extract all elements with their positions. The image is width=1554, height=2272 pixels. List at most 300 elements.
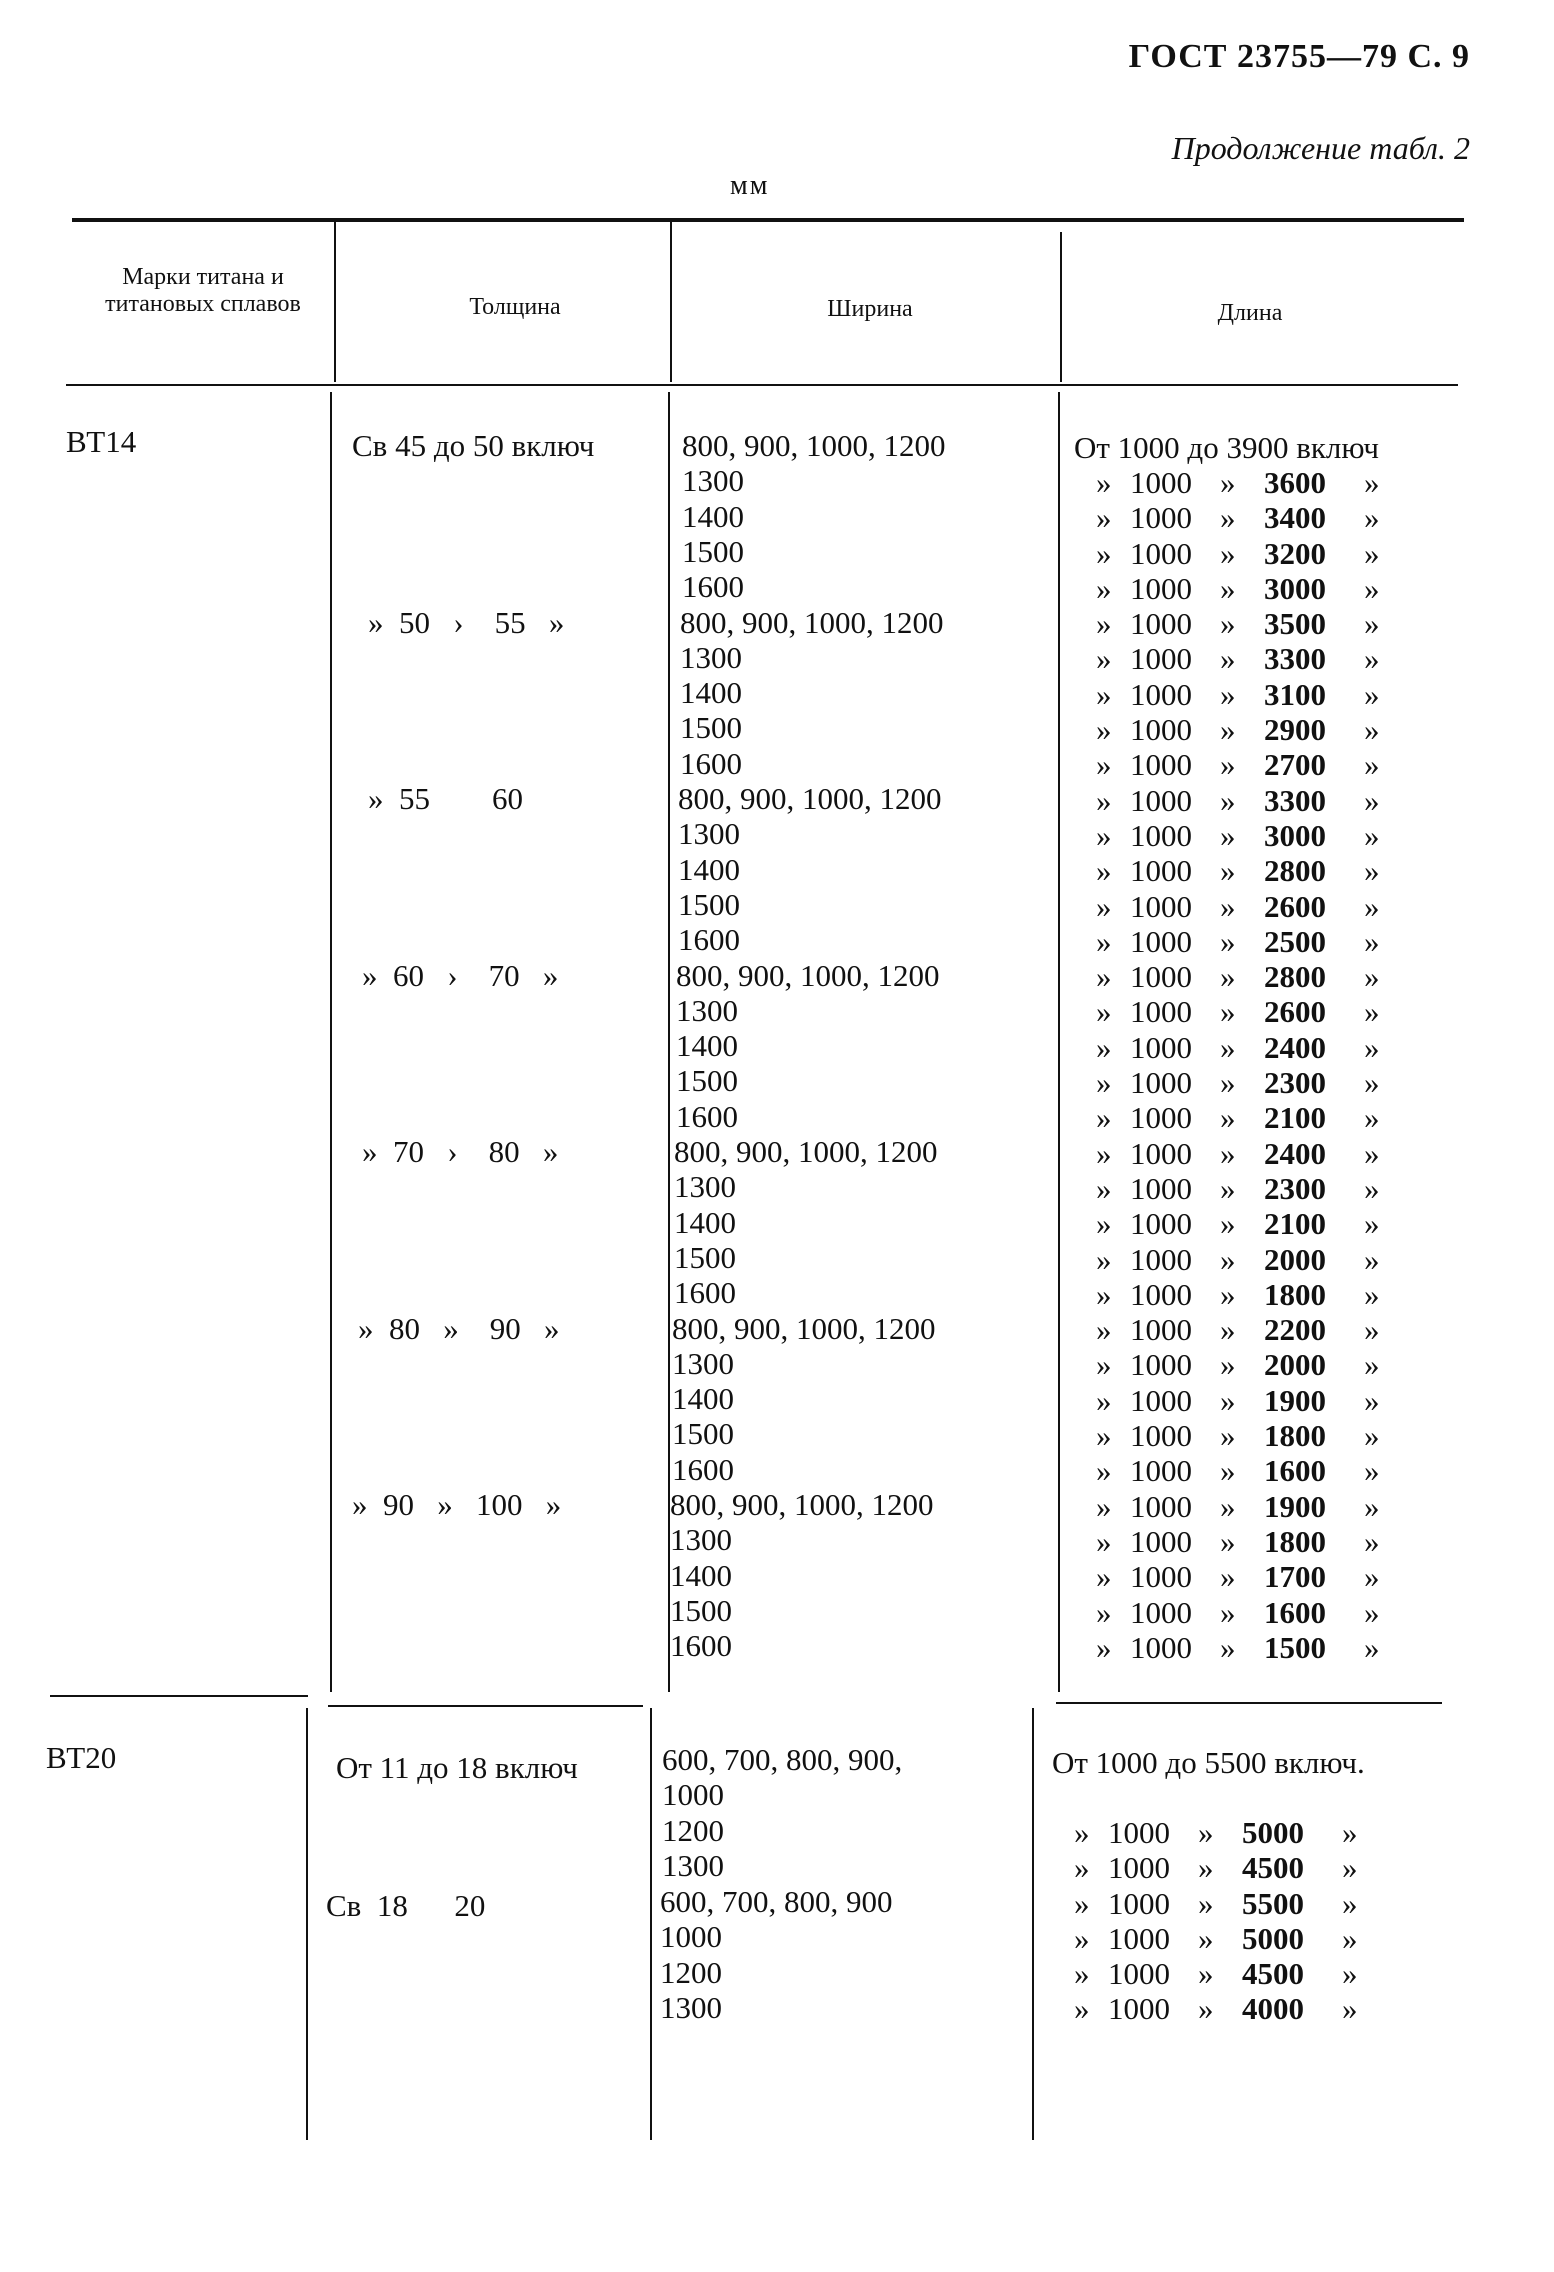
- bt14-length-row: [1096, 1136, 1394, 1171]
- ditto-mark: »: [1096, 923, 1112, 959]
- ditto-mark: »: [1220, 465, 1236, 500]
- ditto-mark: »: [1364, 1100, 1380, 1136]
- col-divider-3-header: [1060, 232, 1062, 382]
- length-from: 1000: [1108, 1815, 1170, 1850]
- bt14-length-row: [1096, 818, 1394, 853]
- ditto-mark: »: [1198, 1815, 1214, 1850]
- length-from: 1000: [1130, 1029, 1192, 1065]
- bt14-width-value: 800, 900, 1000, 1200: [672, 1310, 936, 1346]
- length-to: 2800: [1264, 853, 1326, 889]
- ditto-mark: »: [1220, 1135, 1236, 1171]
- bt14-bottom-rule-col4: [1056, 1702, 1442, 1704]
- bt14-length-row: [1096, 677, 1394, 712]
- column-header-length: Длина: [1217, 300, 1283, 326]
- ditto-mark: »: [1220, 535, 1236, 571]
- length-from: 1000: [1130, 1453, 1192, 1489]
- ditto-mark: »: [1364, 888, 1380, 924]
- bt14-width-value: 1500: [680, 710, 742, 746]
- col-divider-1-header: [334, 222, 336, 382]
- length-from: 1000: [1130, 1206, 1192, 1242]
- bt20-width-value: 600, 700, 800, 900: [660, 1884, 893, 1919]
- ditto-mark: »: [1364, 1629, 1380, 1665]
- bt14-thickness-3: » 55 60: [368, 781, 523, 816]
- length-to: 4500: [1242, 1956, 1304, 1992]
- ditto-mark: »: [1364, 1170, 1380, 1206]
- ditto-mark: »: [1364, 959, 1380, 995]
- length-to: 2800: [1264, 959, 1326, 995]
- length-to: 2300: [1264, 1065, 1326, 1101]
- length-from: 1000: [1130, 500, 1192, 536]
- ditto-mark: »: [1220, 817, 1236, 853]
- length-from: 1000: [1130, 1135, 1192, 1171]
- bt14-thickness-4: » 60 › 70 »: [362, 957, 559, 993]
- ditto-mark: »: [1342, 1920, 1358, 1956]
- table-top-rule: [72, 218, 1464, 222]
- length-from: 1000: [1130, 535, 1192, 571]
- bt20-width-value: 600, 700, 800, 900,: [662, 1742, 903, 1777]
- bt14-width-value: 1400: [678, 851, 740, 887]
- bt14-width-value: 1400: [670, 1557, 732, 1593]
- bt20-width-value: 1200: [662, 1812, 724, 1848]
- length-from: 1000: [1130, 1170, 1192, 1206]
- ditto-mark: »: [1096, 641, 1112, 677]
- length-from: 1000: [1108, 1956, 1170, 1992]
- length-to: 5500: [1242, 1885, 1304, 1921]
- bt14-length-row: [1096, 500, 1394, 535]
- bt14-length-row: [1096, 1242, 1394, 1277]
- ditto-mark: »: [1220, 570, 1236, 606]
- length-from: 1000: [1130, 465, 1192, 500]
- ditto-mark: »: [1198, 1885, 1214, 1921]
- ditto-mark: »: [1096, 1241, 1112, 1277]
- length-to: 1800: [1264, 1418, 1326, 1454]
- length-to: 1800: [1264, 1276, 1326, 1312]
- length-to: 2300: [1264, 1170, 1326, 1206]
- bt20-width-value: 1200: [660, 1954, 722, 1990]
- ditto-mark: »: [1342, 1991, 1358, 2027]
- length-from: 1000: [1130, 747, 1192, 783]
- length-to: 1600: [1264, 1453, 1326, 1489]
- length-to: 2700: [1264, 747, 1326, 783]
- length-from: 1000: [1130, 817, 1192, 853]
- ditto-mark: »: [1364, 712, 1380, 748]
- ditto-mark: »: [1364, 500, 1380, 536]
- bt20-length-first: От 1000 до 5500 включ.: [1052, 1745, 1365, 1780]
- ditto-mark: »: [1096, 1312, 1112, 1348]
- bt14-length-row: [1096, 1453, 1394, 1488]
- length-to: 3300: [1264, 641, 1326, 677]
- length-to: 2100: [1264, 1206, 1326, 1242]
- table-continuation-label: Продолжение табл. 2: [1171, 130, 1470, 166]
- ditto-mark: »: [1220, 1206, 1236, 1242]
- bt14-length-row: [1096, 783, 1394, 818]
- column-header-grade: Марки титана и титановых сплавов: [105, 264, 301, 317]
- length-from: 1000: [1130, 1065, 1192, 1101]
- ditto-mark: »: [1342, 1956, 1358, 1992]
- ditto-mark: »: [1096, 1276, 1112, 1312]
- ditto-mark: »: [1342, 1850, 1358, 1886]
- ditto-mark: »: [1096, 817, 1112, 853]
- ditto-mark: »: [1364, 1594, 1380, 1630]
- ditto-mark: »: [1364, 1347, 1380, 1383]
- ditto-mark: »: [1220, 1170, 1236, 1206]
- ditto-mark: »: [1074, 1850, 1090, 1886]
- ditto-mark: »: [1096, 712, 1112, 748]
- bt14-length-row: [1096, 889, 1394, 924]
- ditto-mark: »: [1220, 1488, 1236, 1524]
- bt14-bottom-rule-col1: [50, 1695, 308, 1697]
- bt14-width-value: 1600: [680, 745, 742, 781]
- bt14-length-row: [1096, 606, 1394, 641]
- ditto-mark: »: [1096, 1135, 1112, 1171]
- length-to: 4000: [1242, 1991, 1304, 2027]
- ditto-mark: »: [1096, 500, 1112, 536]
- ditto-mark: »: [1074, 1991, 1090, 2027]
- col-divider-3-lower: [1032, 1708, 1034, 2140]
- length-to: 2100: [1264, 1100, 1326, 1136]
- bt14-width-value: 1300: [674, 1169, 736, 1205]
- ditto-mark: »: [1364, 782, 1380, 818]
- length-to: 2900: [1264, 712, 1326, 748]
- length-to: 5000: [1242, 1815, 1304, 1850]
- bt20-length-row: [1074, 1815, 1372, 1850]
- bt14-length-row: [1096, 465, 1394, 500]
- grade-bt14: ВТ14: [66, 424, 137, 459]
- length-to: 1600: [1264, 1594, 1326, 1630]
- bt20-width-list-2: [660, 1884, 893, 2025]
- bt14-length-first: От 1000 до 3900 включ: [1074, 430, 1379, 465]
- ditto-mark: »: [1364, 1488, 1380, 1524]
- bt20-length-row: [1074, 1850, 1372, 1885]
- bt20-length-row: [1074, 1956, 1372, 1991]
- bt20-length-row: [1074, 1991, 1372, 2026]
- ditto-mark: »: [1096, 1523, 1112, 1559]
- ditto-mark: »: [1364, 465, 1380, 500]
- length-from: 1000: [1130, 1488, 1192, 1524]
- bt20-length-row: [1074, 1921, 1372, 1956]
- bt14-width-value: 1300: [682, 463, 744, 499]
- bt14-length-row: [1096, 571, 1394, 606]
- length-to: 1900: [1264, 1382, 1326, 1418]
- length-from: 1000: [1108, 1850, 1170, 1886]
- document-reference: ГОСТ 23755—79 С. 9: [1128, 38, 1470, 75]
- bt14-width-value: 1300: [672, 1345, 734, 1381]
- length-to: 3500: [1264, 606, 1326, 642]
- ditto-mark: »: [1220, 1418, 1236, 1454]
- bt14-width-value: 1600: [682, 569, 744, 605]
- col-divider-2-lower: [650, 1708, 652, 2140]
- bt20-length-list: [1074, 1815, 1372, 2027]
- bt14-length-row: [1096, 1100, 1394, 1135]
- ditto-mark: »: [1096, 1029, 1112, 1065]
- bt20-thickness-1: От 11 до 18 включ: [336, 1750, 578, 1785]
- col-divider-1: [330, 392, 332, 1692]
- bt14-thickness-5: » 70 › 80 »: [362, 1134, 559, 1169]
- length-to: 3200: [1264, 535, 1326, 571]
- ditto-mark: »: [1364, 1065, 1380, 1101]
- ditto-mark: »: [1220, 1382, 1236, 1418]
- ditto-mark: »: [1220, 712, 1236, 748]
- bt14-thickness-1: Св 45 до 50 включ: [352, 428, 595, 463]
- length-from: 1000: [1130, 1523, 1192, 1559]
- bt14-thickness-7: » 90 » 100 »: [352, 1487, 562, 1522]
- ditto-mark: »: [1364, 747, 1380, 783]
- ditto-mark: »: [1096, 1206, 1112, 1242]
- ditto-mark: »: [1220, 1559, 1236, 1595]
- bt20-width-list-1: [662, 1742, 902, 1883]
- length-from: 1000: [1130, 888, 1192, 924]
- ditto-mark: »: [1198, 1991, 1214, 2027]
- bt14-width-value: 800, 900, 1000, 1200: [680, 604, 944, 640]
- bt20-width-value: 1000: [660, 1919, 722, 1955]
- ditto-mark: »: [1074, 1885, 1090, 1921]
- length-from: 1000: [1130, 641, 1192, 677]
- ditto-mark: »: [1096, 1347, 1112, 1383]
- bt14-length-row: [1096, 1489, 1394, 1524]
- length-from: 1000: [1130, 1594, 1192, 1630]
- bt14-width-value: 1300: [670, 1522, 732, 1558]
- ditto-mark: »: [1096, 535, 1112, 571]
- length-to: 3400: [1264, 500, 1326, 536]
- ditto-mark: »: [1096, 676, 1112, 712]
- ditto-mark: »: [1364, 1029, 1380, 1065]
- bt14-width-value: 1600: [672, 1451, 734, 1487]
- length-to: 3100: [1264, 676, 1326, 712]
- ditto-mark: »: [1220, 676, 1236, 712]
- bt14-width-value: 1400: [674, 1204, 736, 1240]
- ditto-mark: »: [1220, 923, 1236, 959]
- bt14-width-value: 1400: [672, 1381, 734, 1417]
- bt14-length-row: [1096, 1030, 1394, 1065]
- ditto-mark: »: [1220, 1453, 1236, 1489]
- ditto-mark: »: [1364, 1135, 1380, 1171]
- length-to: 2600: [1264, 888, 1326, 924]
- ditto-mark: »: [1096, 994, 1112, 1030]
- bt14-length-row: [1096, 1595, 1394, 1630]
- length-to: 2400: [1264, 1029, 1326, 1065]
- ditto-mark: »: [1220, 1523, 1236, 1559]
- bt14-width-value: 800, 900, 1000, 1200: [682, 428, 946, 463]
- ditto-mark: »: [1364, 994, 1380, 1030]
- bt14-bottom-rule-col2: [328, 1705, 643, 1707]
- bt14-width-value: 1400: [680, 675, 742, 711]
- column-header-width: Ширина: [827, 296, 913, 322]
- ditto-mark: »: [1074, 1956, 1090, 1992]
- unit-label: мм: [730, 170, 770, 201]
- length-from: 1000: [1108, 1885, 1170, 1921]
- col-divider-2-header: [670, 222, 672, 382]
- bt14-width-value: 1400: [682, 498, 744, 534]
- length-to: 3300: [1264, 782, 1326, 818]
- length-to: 4500: [1242, 1850, 1304, 1886]
- length-from: 1000: [1130, 1418, 1192, 1454]
- bt14-thickness-2: » 50 › 55 »: [368, 604, 565, 640]
- length-to: 5000: [1242, 1920, 1304, 1956]
- bt14-length-row: [1096, 747, 1394, 782]
- bt14-width-value: 1600: [670, 1628, 732, 1664]
- ditto-mark: »: [1096, 606, 1112, 642]
- length-to: 3000: [1264, 570, 1326, 606]
- ditto-mark: »: [1096, 1382, 1112, 1418]
- ditto-mark: »: [1364, 817, 1380, 853]
- ditto-mark: »: [1364, 1382, 1380, 1418]
- ditto-mark: »: [1220, 1629, 1236, 1665]
- bt14-width-value: 1500: [672, 1416, 734, 1452]
- ditto-mark: »: [1364, 676, 1380, 712]
- bt14-length-row: [1096, 1206, 1394, 1241]
- ditto-mark: »: [1220, 1065, 1236, 1101]
- ditto-mark: »: [1364, 1241, 1380, 1277]
- length-from: 1000: [1130, 606, 1192, 642]
- bt14-length-row: [1096, 994, 1394, 1029]
- length-from: 1000: [1130, 570, 1192, 606]
- bt14-width-value: 1500: [682, 533, 744, 569]
- length-from: 1000: [1130, 1347, 1192, 1383]
- length-from: 1000: [1130, 1100, 1192, 1136]
- ditto-mark: »: [1096, 888, 1112, 924]
- bt14-width-value: 1600: [674, 1275, 736, 1311]
- bt20-width-value: 1300: [662, 1847, 724, 1883]
- ditto-mark: »: [1096, 1065, 1112, 1101]
- column-header-thickness: Толщина: [469, 294, 561, 320]
- ditto-mark: »: [1220, 994, 1236, 1030]
- length-to: 1700: [1264, 1559, 1326, 1595]
- length-from: 1000: [1130, 782, 1192, 818]
- bt14-length-row: [1096, 1559, 1394, 1594]
- length-from: 1000: [1108, 1920, 1170, 1956]
- length-to: 2400: [1264, 1135, 1326, 1171]
- ditto-mark: »: [1342, 1815, 1358, 1850]
- bt14-length-row: [1096, 1312, 1394, 1347]
- ditto-mark: »: [1364, 1523, 1380, 1559]
- ditto-mark: »: [1220, 1312, 1236, 1348]
- ditto-mark: »: [1220, 1100, 1236, 1136]
- ditto-mark: »: [1364, 641, 1380, 677]
- bt14-width-value: 1500: [670, 1592, 732, 1628]
- bt14-length-row: [1096, 1347, 1394, 1382]
- ditto-mark: »: [1220, 888, 1236, 924]
- length-from: 1000: [1108, 1991, 1170, 2027]
- length-to: 1800: [1264, 1523, 1326, 1559]
- ditto-mark: »: [1364, 1418, 1380, 1454]
- bt14-length-row: [1096, 1383, 1394, 1418]
- header-bottom-rule: [66, 384, 1458, 386]
- bt14-length-row: [1096, 1524, 1394, 1559]
- ditto-mark: »: [1096, 1559, 1112, 1595]
- length-from: 1000: [1130, 994, 1192, 1030]
- length-from: 1000: [1130, 853, 1192, 889]
- length-to: 2500: [1264, 923, 1326, 959]
- bt14-width-value: 1300: [676, 992, 738, 1028]
- ditto-mark: »: [1220, 1276, 1236, 1312]
- ditto-mark: »: [1364, 1206, 1380, 1242]
- ditto-mark: »: [1364, 1453, 1380, 1489]
- bt14-width-value: 1500: [678, 886, 740, 922]
- ditto-mark: »: [1198, 1920, 1214, 1956]
- bt20-length-row: [1074, 1886, 1372, 1921]
- grade-bt20: ВТ20: [46, 1740, 117, 1775]
- bt14-width-value: 1500: [674, 1239, 736, 1275]
- bt14-width-value: 1600: [678, 922, 740, 958]
- length-to: 3600: [1264, 465, 1326, 500]
- length-from: 1000: [1130, 923, 1192, 959]
- ditto-mark: »: [1364, 606, 1380, 642]
- length-from: 1000: [1130, 712, 1192, 748]
- ditto-mark: »: [1096, 1170, 1112, 1206]
- ditto-mark: »: [1364, 1559, 1380, 1595]
- length-to: 1500: [1264, 1629, 1326, 1665]
- bt14-thickness-6: » 80 » 90 »: [358, 1310, 560, 1346]
- length-from: 1000: [1130, 1312, 1192, 1348]
- length-from: 1000: [1130, 1629, 1192, 1665]
- bt14-length-row: [1096, 1418, 1394, 1453]
- bt14-width-value: 1500: [676, 1063, 738, 1099]
- length-from: 1000: [1130, 1559, 1192, 1595]
- ditto-mark: »: [1220, 1594, 1236, 1630]
- bt20-width-value: 1000: [662, 1777, 724, 1813]
- bt14-length-row: [1096, 1065, 1394, 1100]
- ditto-mark: »: [1198, 1850, 1214, 1886]
- ditto-mark: »: [1364, 535, 1380, 571]
- ditto-mark: »: [1096, 782, 1112, 818]
- bt14-width-value: 800, 900, 1000, 1200: [676, 957, 940, 993]
- ditto-mark: »: [1096, 959, 1112, 995]
- ditto-mark: »: [1342, 1885, 1358, 1921]
- bt14-length-row: [1096, 1171, 1394, 1206]
- ditto-mark: »: [1220, 606, 1236, 642]
- length-from: 1000: [1130, 1276, 1192, 1312]
- bt20-width-value: 1300: [660, 1989, 722, 2025]
- ditto-mark: »: [1364, 1276, 1380, 1312]
- ditto-mark: »: [1096, 1418, 1112, 1454]
- bt14-length-row: [1096, 536, 1394, 571]
- ditto-mark: »: [1220, 500, 1236, 536]
- length-to: 1900: [1264, 1488, 1326, 1524]
- ditto-mark: »: [1096, 465, 1112, 500]
- bt14-length-list: [1096, 465, 1394, 1665]
- length-to: 2000: [1264, 1241, 1326, 1277]
- ditto-mark: »: [1220, 1347, 1236, 1383]
- ditto-mark: »: [1096, 747, 1112, 783]
- ditto-mark: »: [1096, 1100, 1112, 1136]
- length-to: 2600: [1264, 994, 1326, 1030]
- bt14-width-value: 800, 900, 1000, 1200: [678, 781, 942, 816]
- bt14-width-value: 1600: [676, 1098, 738, 1134]
- ditto-mark: »: [1220, 782, 1236, 818]
- bt14-width-value: 800, 900, 1000, 1200: [670, 1487, 934, 1522]
- col-divider-1-lower: [306, 1708, 308, 2140]
- length-to: 2200: [1264, 1312, 1326, 1348]
- bt14-width-value: 800, 900, 1000, 1200: [674, 1134, 938, 1169]
- bt14-length-row: [1096, 853, 1394, 888]
- ditto-mark: »: [1074, 1920, 1090, 1956]
- ditto-mark: »: [1364, 1312, 1380, 1348]
- ditto-mark: »: [1220, 959, 1236, 995]
- bt14-width-value: 1400: [676, 1028, 738, 1064]
- ditto-mark: »: [1220, 747, 1236, 783]
- ditto-mark: »: [1364, 923, 1380, 959]
- ditto-mark: »: [1096, 1629, 1112, 1665]
- ditto-mark: »: [1096, 853, 1112, 889]
- bt14-length-row: [1096, 712, 1394, 747]
- length-from: 1000: [1130, 676, 1192, 712]
- ditto-mark: »: [1220, 853, 1236, 889]
- ditto-mark: »: [1220, 1241, 1236, 1277]
- bt20-thickness-2: Св 18 20: [326, 1888, 486, 1923]
- ditto-mark: »: [1364, 570, 1380, 606]
- ditto-mark: »: [1096, 1488, 1112, 1524]
- ditto-mark: »: [1096, 1594, 1112, 1630]
